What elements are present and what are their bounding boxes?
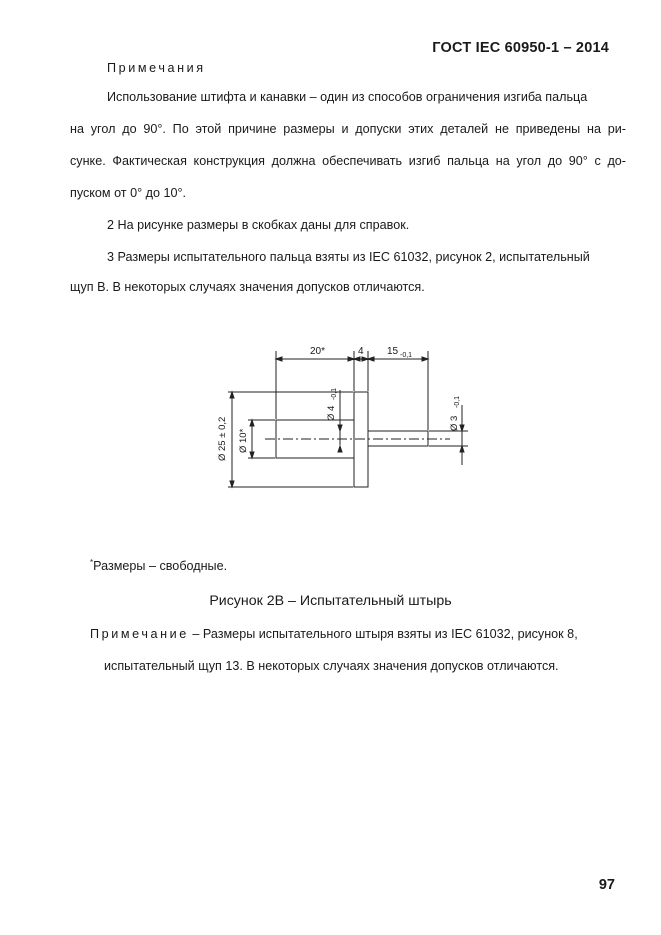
note2: 2 На рисунке размеры в скобках даны для справок. bbox=[107, 218, 410, 232]
dim-inner-diameter: Ø 10* bbox=[238, 428, 249, 453]
footnote bbox=[90, 558, 227, 573]
dim-top-2: 4 bbox=[358, 346, 364, 357]
footnote-text: Размеры – свободные. bbox=[93, 559, 228, 574]
bottom-note-line2: испытательный щуп 13. В некоторых случаях значения допусков отличаются. bbox=[104, 659, 559, 673]
notes-heading: Примечания bbox=[107, 61, 206, 75]
dim-top-3-tolerance: -0,1 bbox=[400, 352, 413, 359]
dim-top-1: 20* bbox=[310, 346, 326, 357]
page-number: 97 bbox=[598, 877, 615, 893]
dim-top-3: 15 bbox=[387, 346, 399, 357]
dim-pin-diameter: Ø 4 bbox=[326, 405, 337, 421]
note3-line1: 3 Размеры испытательного пальца взяты из IEC 61032, рисунок 2, испытательный bbox=[107, 250, 590, 264]
dim-pin-tolerance: -0,1 bbox=[331, 387, 338, 400]
standard-code-header: ГОСТ IEC 60950-1 – 2014 bbox=[432, 40, 609, 56]
note1-line2: на угол до 90°. По этой причине размеры и допуски этих деталей не приведены на ри- bbox=[70, 122, 626, 136]
dim-tip-tolerance: -0,1 bbox=[454, 395, 461, 408]
bottom-note-text1: – Размеры испытательного штыря взяты из IEC 61032, рисунок 8, bbox=[188, 627, 578, 641]
bottom-note-line1 bbox=[90, 627, 646, 641]
bottom-note-label: Примечание bbox=[90, 627, 189, 641]
dim-tip-diameter: Ø 3 bbox=[449, 415, 460, 431]
dim-outer-diameter: Ø 25 ± 0,2 bbox=[217, 416, 228, 461]
test-pin-drawing bbox=[200, 335, 490, 505]
note3-line2: щуп В. В некоторых случаях значения допусков отличаются. bbox=[70, 280, 425, 294]
note1-line3: сунке. Фактическая конструкция должна обеспечивать изгиб пальца на угол до 90° с до- bbox=[70, 154, 626, 168]
note1-line1: Использование штифта и канавки – один из способов ограничения изгиба пальца bbox=[107, 90, 588, 104]
footnote-mark: * bbox=[90, 558, 94, 567]
note1-line4: пуском от 0° до 10°. bbox=[70, 186, 187, 200]
figure-caption: Рисунок 2В – Испытательный штырь bbox=[209, 593, 452, 609]
